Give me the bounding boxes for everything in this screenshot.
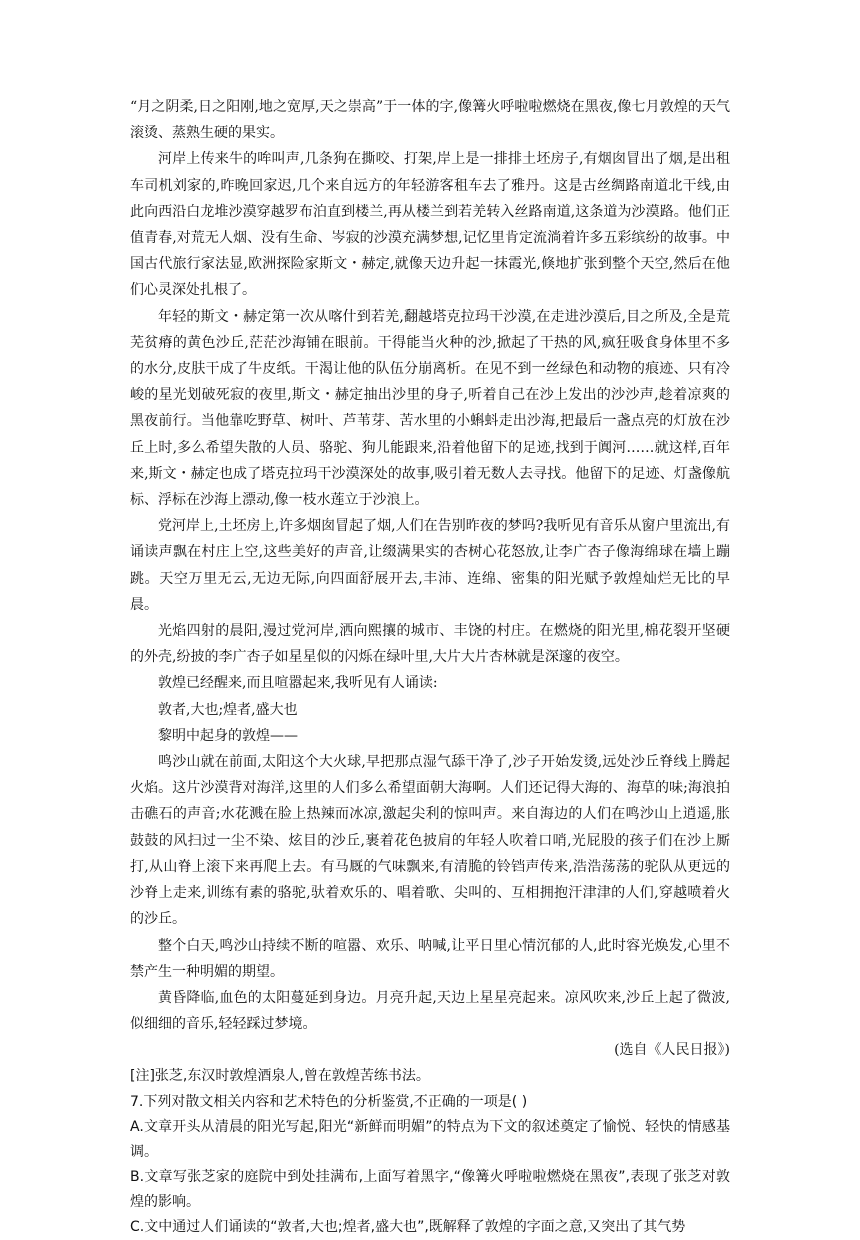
question-option-a: A.文章开头从清晨的阳光写起,阳光“新鲜而明媚”的特点为下文的叙述奠定了愉悦、轻快的情感基调。 (130, 1119, 730, 1161)
question-stem: 7.下列对散文相关内容和艺术特色的分析鉴赏,不正确的一项是( ) (130, 1094, 528, 1111)
article-paragraph: 河岸上传来牛的哞叫声,几条狗在撕咬、打架,岸上是一排排土坯房子,有烟囱冒出了烟,是出租车司机刘家的,昨晚回家迟,几个来自远方的年轻游客租车去了雅丹。这是古丝绸路南道北干线,由此向西沿白龙堆沙漠穿越罗布泊直到楼兰,再从楼兰到若羌转入丝路南道,这条道为沙漠路。他们正值青春,对荒无人烟、没有生命、岑寂的沙漠充满梦想,记忆里肯定流淌着许多五彩缤纷的故事。中国古代旅行家法显,欧洲探险家斯文・赫定,就像天边升起一抹霞光,倏地扩张到整个天空,然后在他们心灵深处扎根了。 (130, 151, 730, 299)
article-paragraph: 黎明中起身的敦煌—— (158, 727, 298, 744)
article-paragraph: 鸣沙山就在前面,太阳这个大火球,早把那点湿气舔干净了,沙子开始发烫,远处沙丘脊线上腾起火焰。这片沙漠背对海洋,这里的人们多么希望面朝大海啊。人们还记得大海的、海草的味;海浪拍击礁石的声音;水花溅在脸上热辣而冰凉,激起尖利的惊叫声。来自海边的人们在鸣沙山上逍遥,胀鼓鼓的风扫过一尘不染、炫目的沙丘,裹着花色披肩的年轻人吹着口哨,光屁股的孩子们在沙上厮打,从山脊上滚下来再爬上去。有马厩的气味飘来,有清脆的铃铛声传来,浩浩荡荡的驼队从更远的沙脊上走来,训练有素的骆驼,驮着欢乐的、唱着歌、尖叫的、互相拥抱汗津津的人们,穿越喷着火的沙丘。 (130, 754, 730, 928)
article-paragraph: 黄昏降临,血色的太阳蔓延到身边。月亮升起,天边上星星亮起来。凉风吹来,沙丘上起了微波,似细细的音乐,轻轻踩过梦境。 (130, 989, 730, 1033)
document-page (130, 94, 730, 1240)
question-option-c: C.文中通过人们诵读的“敦者,大也;煌者,盛大也”,既解释了敦煌的字面之意,又突出了其气势 (130, 1219, 686, 1236)
article-paragraph: 整个白天,鸣沙山持续不断的喧嚣、欢乐、呐喊,让平日里心情沉郁的人,此时容光焕发,心里不禁产生一种明媚的期望。 (130, 937, 730, 980)
article-paragraph: 党河岸上,土坯房上,许多烟囱冒起了烟,人们在告别昨夜的梦吗?我听见有音乐从窗户里流出,有诵读声飘在村庄上空,这些美好的声音,让缀满果实的杏树心花怒放,让李广杏子像海绵球在墙上蹦跳。天空万里无云,无边无际,向四面舒展开去,丰沛、连绵、密集的阳光赋予敦煌灿烂无比的早晨。 (130, 518, 730, 613)
recited-line: 敦者,大也;煌者,盛大也 (158, 701, 298, 718)
article-paragraph: 光焰四射的晨阳,漫过党河岸,洒向熙攘的城市、丰饶的村庄。在燃烧的阳光里,棉花裂开坚硬的外壳,纷披的李广杏子如星星似的闪烁在绿叶里,大片大片杏林就是深邃的夜空。 (130, 623, 730, 666)
article-paragraph: “月之阴柔,日之阳刚,地之宽厚,天之崇高”于一体的字,像篝火呼啦啦燃烧在黑夜,像七月敦煌的天气滚烫、蒸熟生硬的果实。 (130, 99, 730, 142)
question-option-b: B.文章写张芝家的庭院中到处挂满布,上面写着黑字,“像篝火呼啦啦燃烧在黑夜”,表现了张芝对敦煌的影响。 (130, 1169, 730, 1211)
article-paragraph: 年轻的斯文・赫定第一次从喀什到若羌,翻越塔克拉玛干沙漠,在走进沙漠后,目之所及,全是荒芜贫瘠的黄色沙丘,茫茫沙海铺在眼前。干得能当火种的沙,掀起了干热的风,疯狂吸食身体里不多的水分,皮肤干成了牛皮纸。干渴让他的队伍分崩离析。在见不到一丝绿色和动物的痕迹、只有冷峻的星光划破死寂的夜里,斯文・赫定抽出沙里的身子,听着自己在沙上发出的沙沙声,趁着凉爽的黑夜前行。当他靠吃野草、树叶、芦苇芽、苦水里的小蝌蚪走出沙海,把最后一盏点亮的灯放在沙丘上时,多么希望失散的人员、骆驼、狗儿能跟来,沿着他留下的足迹,找到于阗河……就这样,百年来,斯文・赫定也成了塔克拉玛干沙漠深处的故事,吸引着无数人去寻找。他留下的足迹、灯盏像航标、浮标在沙海上漂动,像一枝水莲立于沙浪上。 (130, 308, 730, 509)
article-paragraph: 敦煌已经醒来,而且喧嚣起来,我听见有人诵读: (158, 675, 438, 692)
article-source: (选自《人民日报》) (614, 1042, 730, 1059)
footnote: [注]张芝,东汉时敦煌酒泉人,曾在敦煌苦练书法。 (130, 1068, 430, 1085)
